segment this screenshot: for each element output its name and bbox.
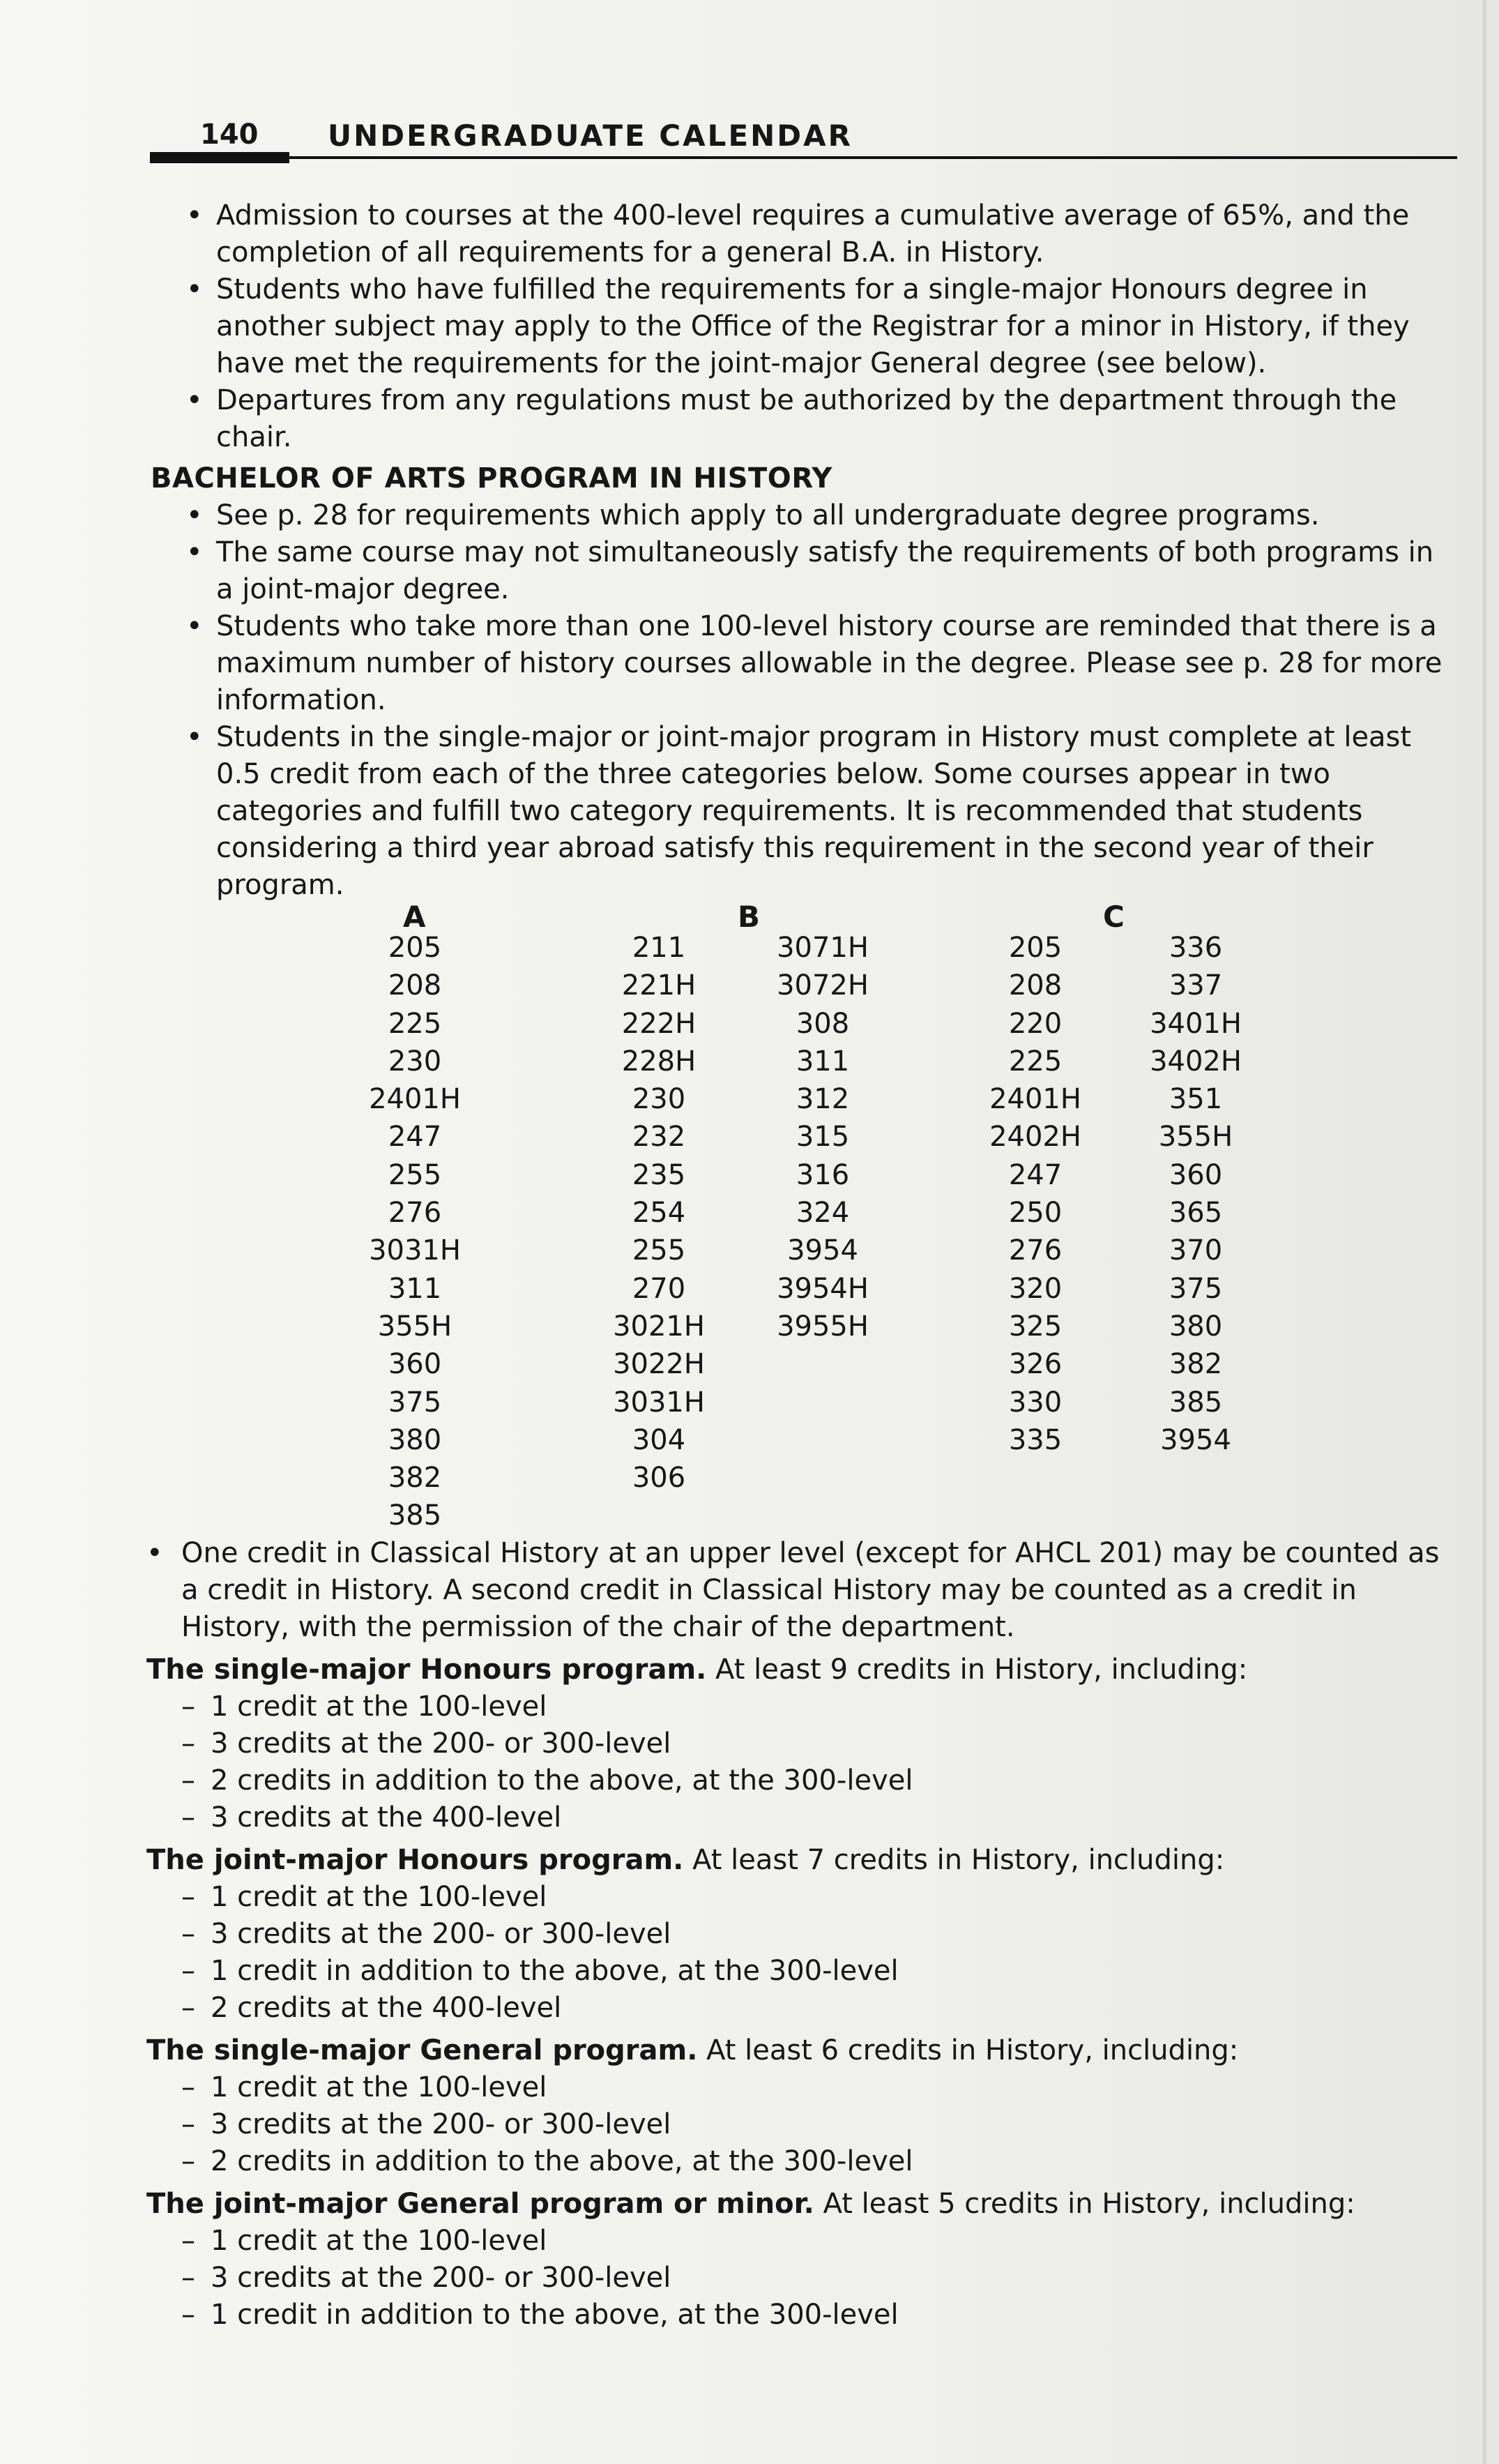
course-code: 276 bbox=[388, 1197, 442, 1230]
course-code: 247 bbox=[388, 1121, 442, 1154]
program-summary bbox=[146, 1842, 1457, 1879]
bullet-text: Students in the single-major or joint-major program in History must complete at least 0.5 credit from each of the three categories below. Some courses appear in two categories and fulfill two category requirements. It is recommended that students considering a third year abroad satisfy this requirement in the second year of their program. bbox=[216, 721, 1412, 901]
dash-icon: – bbox=[181, 2225, 195, 2257]
header-rule bbox=[150, 156, 1457, 159]
course-code: 3401H bbox=[1150, 1007, 1242, 1040]
list-item bbox=[146, 497, 1457, 534]
course-code: 304 bbox=[632, 1423, 686, 1456]
bullet-text: Students who take more than one 100-level history course are reminded that there is a maximum number of history courses allowable in the degree. Please see p. 28 for more information. bbox=[216, 610, 1443, 716]
requirement-text: 3 credits at the 200- or 300-level bbox=[211, 2108, 671, 2140]
dash-icon: – bbox=[181, 1881, 195, 1913]
course-code: 255 bbox=[388, 1158, 442, 1191]
program-name: The joint-major General program or minor. bbox=[146, 2188, 814, 2220]
intro-bullet-list bbox=[146, 197, 1457, 456]
course-code: 3031H bbox=[369, 1234, 461, 1267]
dash-icon: – bbox=[181, 1955, 195, 1987]
bullet-text: The same course may not simultaneously satisfy the requirements of both programs in a joint-major degree. bbox=[216, 536, 1434, 605]
course-code: 312 bbox=[796, 1083, 850, 1116]
course-code: 308 bbox=[796, 1007, 850, 1040]
course-code: 311 bbox=[796, 1045, 850, 1078]
course-code: 3954H bbox=[777, 1272, 869, 1305]
course-code: 351 bbox=[1169, 1083, 1223, 1116]
course-code: 311 bbox=[388, 1272, 442, 1305]
program-summary bbox=[146, 2186, 1457, 2223]
course-code: 326 bbox=[1008, 1348, 1063, 1381]
course-code: 382 bbox=[1169, 1348, 1223, 1381]
program-name: The joint-major Honours program. bbox=[146, 1844, 684, 1876]
bullet-icon: • bbox=[186, 199, 203, 232]
category-b-courses-1 bbox=[610, 929, 708, 1497]
bullet-icon: • bbox=[186, 610, 203, 642]
course-code: 235 bbox=[632, 1158, 686, 1191]
course-code: 336 bbox=[1169, 932, 1223, 964]
course-code: 232 bbox=[632, 1121, 686, 1154]
category-c-courses-2 bbox=[1143, 929, 1248, 1459]
requirement-item bbox=[146, 1953, 1457, 1990]
bullet-text: Students who have fulfilled the requirements for a single-major Honours degree in another subject may apply to the Office of the Registrar for a minor in History, if they have met the requirements for the joint-major General degree (see below). bbox=[216, 273, 1410, 379]
course-code: 3954 bbox=[1160, 1423, 1231, 1456]
dash-icon: – bbox=[181, 1918, 195, 1950]
page-number: 140 bbox=[200, 119, 259, 151]
list-item bbox=[146, 271, 1457, 382]
course-code: 2402H bbox=[989, 1121, 1081, 1154]
course-code: 230 bbox=[388, 1045, 442, 1078]
program-block bbox=[146, 2186, 1457, 2334]
course-code: 225 bbox=[388, 1007, 442, 1040]
category-a-courses bbox=[366, 929, 464, 1535]
course-code: 360 bbox=[1169, 1158, 1223, 1191]
dash-icon: – bbox=[181, 2262, 195, 2294]
course-code: 3021H bbox=[613, 1310, 705, 1343]
requirement-text: 2 credits in addition to the above, at the 300-level bbox=[211, 1764, 913, 1797]
requirement-item bbox=[146, 2106, 1457, 2143]
requirement-item bbox=[146, 1762, 1457, 1799]
bullet-icon: • bbox=[186, 536, 203, 568]
course-code: 250 bbox=[1008, 1197, 1063, 1230]
course-code: 230 bbox=[632, 1083, 686, 1116]
category-b-courses-2 bbox=[770, 929, 875, 1345]
requirement-item bbox=[146, 1916, 1457, 1953]
program-credits: At least 9 credits in History, including: bbox=[706, 1654, 1248, 1686]
requirement-item bbox=[146, 2143, 1457, 2180]
course-code: 306 bbox=[632, 1462, 686, 1495]
course-code: 2401H bbox=[989, 1083, 1081, 1116]
course-code: 220 bbox=[1008, 1007, 1063, 1040]
category-a-heading: A bbox=[403, 900, 426, 934]
ba-bullet-list bbox=[146, 497, 1457, 904]
requirement-text: 1 credit at the 100-level bbox=[211, 2071, 547, 2103]
bullet-text: See p. 28 for requirements which apply to all undergraduate degree programs. bbox=[216, 499, 1320, 531]
bullet-icon: • bbox=[186, 721, 203, 753]
requirement-text: 2 credits at the 400-level bbox=[211, 1992, 562, 2024]
requirement-text: 3 credits at the 200- or 300-level bbox=[211, 2262, 671, 2294]
requirement-text: 1 credit in addition to the above, at the 300-level bbox=[211, 2299, 899, 2331]
page-header bbox=[150, 67, 1457, 168]
course-code: 385 bbox=[388, 1499, 442, 1532]
course-code: 222H bbox=[621, 1007, 697, 1040]
dash-icon: – bbox=[181, 1764, 195, 1797]
category-c-heading: C bbox=[1103, 900, 1125, 934]
requirement-text: 3 credits at the 200- or 300-level bbox=[211, 1918, 671, 1950]
requirement-item bbox=[146, 2069, 1457, 2106]
course-code: 247 bbox=[1008, 1158, 1063, 1191]
requirement-item bbox=[146, 2297, 1457, 2334]
course-code: 365 bbox=[1169, 1197, 1223, 1230]
course-category-table bbox=[146, 900, 1457, 1535]
course-code: 380 bbox=[388, 1423, 442, 1456]
bullet-icon: • bbox=[186, 499, 203, 531]
course-code: 208 bbox=[1008, 969, 1063, 1002]
classical-bullet-list bbox=[146, 1535, 1457, 1646]
course-code: 316 bbox=[796, 1158, 850, 1191]
course-code: 324 bbox=[796, 1197, 850, 1230]
requirement-text: 3 credits at the 400-level bbox=[211, 1801, 562, 1834]
list-item bbox=[146, 719, 1457, 904]
course-code: 355H bbox=[1158, 1121, 1233, 1154]
course-code: 221H bbox=[621, 969, 697, 1002]
dash-icon: – bbox=[181, 2108, 195, 2140]
course-code: 380 bbox=[1169, 1310, 1223, 1343]
requirement-item bbox=[146, 1879, 1457, 1916]
course-code: 335 bbox=[1008, 1423, 1063, 1456]
requirement-text: 3 credits at the 200- or 300-level bbox=[211, 1728, 671, 1760]
running-title: UNDERGRADUATE CALENDAR bbox=[328, 119, 853, 153]
course-code: 3954 bbox=[787, 1234, 858, 1267]
course-code: 255 bbox=[632, 1234, 686, 1267]
requirement-list bbox=[146, 1688, 1457, 1836]
course-code: 375 bbox=[1169, 1272, 1223, 1305]
course-code: 3022H bbox=[613, 1348, 705, 1381]
course-code: 3955H bbox=[777, 1310, 869, 1343]
requirement-list bbox=[146, 1879, 1457, 2027]
course-code: 315 bbox=[796, 1121, 850, 1154]
bullet-text: Admission to courses at the 400-level requires a cumulative average of 65%, and the completion of all requirements for a general B.A. in History. bbox=[216, 199, 1410, 269]
bullet-icon: • bbox=[186, 273, 203, 305]
program-name: The single-major Honours program. bbox=[146, 1654, 707, 1686]
requirement-text: 2 credits in addition to the above, at the 300-level bbox=[211, 2145, 913, 2177]
program-credits: At least 6 credits in History, including: bbox=[697, 2034, 1239, 2066]
program-credits: At least 7 credits in History, including: bbox=[683, 1844, 1225, 1876]
page-body bbox=[146, 197, 1457, 2334]
program-block bbox=[146, 1652, 1457, 1836]
program-block bbox=[146, 1842, 1457, 2027]
category-c-courses-1 bbox=[987, 929, 1084, 1459]
requirement-item bbox=[146, 2223, 1457, 2260]
dash-icon: – bbox=[181, 1801, 195, 1834]
dash-icon: – bbox=[181, 1992, 195, 2024]
bullet-icon: • bbox=[146, 1537, 163, 1569]
program-summary bbox=[146, 2032, 1457, 2069]
bullet-text: One credit in Classical History at an upper level (except for AHCL 201) may be counted as a credit in History. A second credit in Classical History may be counted as a credit in History, with the permission of the chair of the department. bbox=[181, 1537, 1440, 1643]
course-code: 3072H bbox=[777, 969, 869, 1002]
list-item bbox=[146, 382, 1457, 456]
program-credits: At least 5 credits in History, including: bbox=[814, 2188, 1355, 2220]
dash-icon: – bbox=[181, 2071, 195, 2103]
list-item bbox=[146, 608, 1457, 719]
category-b-heading: B bbox=[738, 900, 761, 934]
course-code: 370 bbox=[1169, 1234, 1223, 1267]
program-block bbox=[146, 2032, 1457, 2180]
section-heading: BACHELOR OF ARTS PROGRAM IN HISTORY bbox=[151, 462, 832, 494]
requirement-item bbox=[146, 1688, 1457, 1725]
list-item bbox=[146, 1535, 1457, 1646]
course-code: 385 bbox=[1169, 1386, 1223, 1419]
course-code: 254 bbox=[632, 1197, 686, 1230]
requirement-list bbox=[146, 2223, 1457, 2334]
course-code: 270 bbox=[632, 1272, 686, 1305]
program-name: The single-major General program. bbox=[146, 2034, 698, 2066]
requirement-item bbox=[146, 1990, 1457, 2027]
course-code: 325 bbox=[1008, 1310, 1063, 1343]
requirement-list bbox=[146, 2069, 1457, 2180]
dash-icon: – bbox=[181, 2145, 195, 2177]
dash-icon: – bbox=[181, 1691, 195, 1723]
course-code: 228H bbox=[621, 1045, 697, 1078]
course-code: 360 bbox=[388, 1348, 442, 1381]
requirement-item bbox=[146, 2260, 1457, 2297]
course-code: 3402H bbox=[1150, 1045, 1242, 1078]
course-code: 382 bbox=[388, 1462, 442, 1495]
bullet-text: Departures from any regulations must be authorized by the department through the chair. bbox=[216, 384, 1397, 453]
course-code: 320 bbox=[1008, 1272, 1063, 1305]
list-item bbox=[146, 534, 1457, 608]
requirement-item bbox=[146, 1725, 1457, 1762]
course-code: 355H bbox=[377, 1310, 452, 1343]
course-code: 276 bbox=[1008, 1234, 1063, 1267]
bullet-icon: • bbox=[186, 384, 203, 416]
requirement-text: 1 credit at the 100-level bbox=[211, 1881, 547, 1913]
list-item bbox=[146, 197, 1457, 271]
requirement-item bbox=[146, 1799, 1457, 1836]
dash-icon: – bbox=[181, 2299, 195, 2331]
course-code: 211 bbox=[632, 932, 686, 964]
dash-icon: – bbox=[181, 1728, 195, 1760]
requirement-text: 1 credit at the 100-level bbox=[211, 1691, 547, 1723]
program-summary bbox=[146, 1652, 1457, 1688]
course-code: 337 bbox=[1169, 969, 1223, 1002]
course-code: 205 bbox=[1008, 932, 1063, 964]
course-code: 225 bbox=[1008, 1045, 1063, 1078]
requirement-text: 1 credit at the 100-level bbox=[211, 2225, 547, 2257]
course-code: 205 bbox=[388, 932, 442, 964]
course-code: 3031H bbox=[613, 1386, 705, 1419]
course-code: 330 bbox=[1008, 1386, 1063, 1419]
program-requirements bbox=[146, 1652, 1457, 2334]
course-code: 375 bbox=[388, 1386, 442, 1419]
course-code: 2401H bbox=[369, 1083, 461, 1116]
course-code: 3071H bbox=[777, 932, 869, 964]
requirement-text: 1 credit in addition to the above, at the 300-level bbox=[211, 1955, 899, 1987]
course-code: 208 bbox=[388, 969, 442, 1002]
